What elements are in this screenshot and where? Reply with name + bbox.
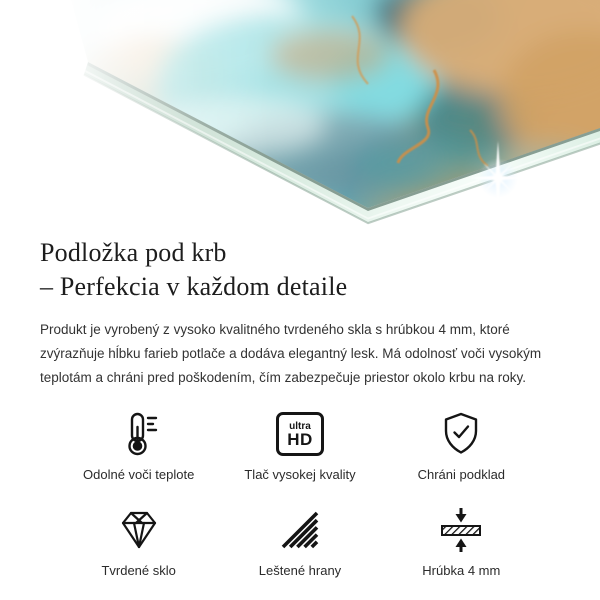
feature-label: Tlač vysokej kvality [244, 467, 356, 482]
feature-label: Chráni podklad [417, 467, 506, 482]
content-section [0, 236, 600, 578]
ultra-hd-icon [276, 412, 324, 456]
features-grid [58, 410, 542, 578]
glass-panel-illustration [0, 0, 600, 232]
feature-label: Leštené hrany [258, 563, 342, 578]
white-fade-overlay [0, 0, 270, 232]
polished-edges-icon [276, 506, 324, 554]
ultra-hd-top-text: ultra [289, 420, 311, 432]
icon-box [381, 506, 542, 554]
feature-protects-base [381, 410, 542, 482]
ultra-hd-bottom-text: HD [287, 429, 313, 449]
feature-thickness [381, 506, 542, 578]
feature-label: Hrúbka 4 mm [422, 563, 501, 578]
icon-box [58, 410, 219, 458]
feature-label: Tvrdené sklo [101, 563, 176, 578]
diamond-icon [115, 506, 163, 554]
thermometer-icon [115, 410, 163, 458]
feature-print-quality [219, 410, 380, 482]
hero-image [0, 0, 600, 232]
feature-tempered-glass [58, 506, 219, 578]
page-title [40, 236, 560, 304]
thickness-icon [437, 506, 485, 554]
shield-check-icon [437, 410, 485, 458]
feature-polished-edges [219, 506, 380, 578]
icon-box [58, 506, 219, 554]
icon-box [219, 506, 380, 554]
icon-box [219, 410, 380, 458]
page-title-line2: – Perfekcia v každom detaile [40, 272, 348, 301]
icon-box [381, 410, 542, 458]
feature-label: Odolné voči teplote [83, 467, 195, 482]
product-description: Produkt je vyrobený z vysoko kvalitného tvrdeného skla s hrúbkou 4 mm, ktoré zvýrazňuje hĺbku farieb potlače a dodáva elegantný lesk. Má odolnosť voči vysokým teplotám a chráni pred poškodením, čím zabezpečuje priestor okolo krbu na roky. [40, 322, 542, 385]
page-title-line1: Podložka pod krb [40, 238, 227, 267]
feature-heat-resistant [58, 410, 219, 482]
